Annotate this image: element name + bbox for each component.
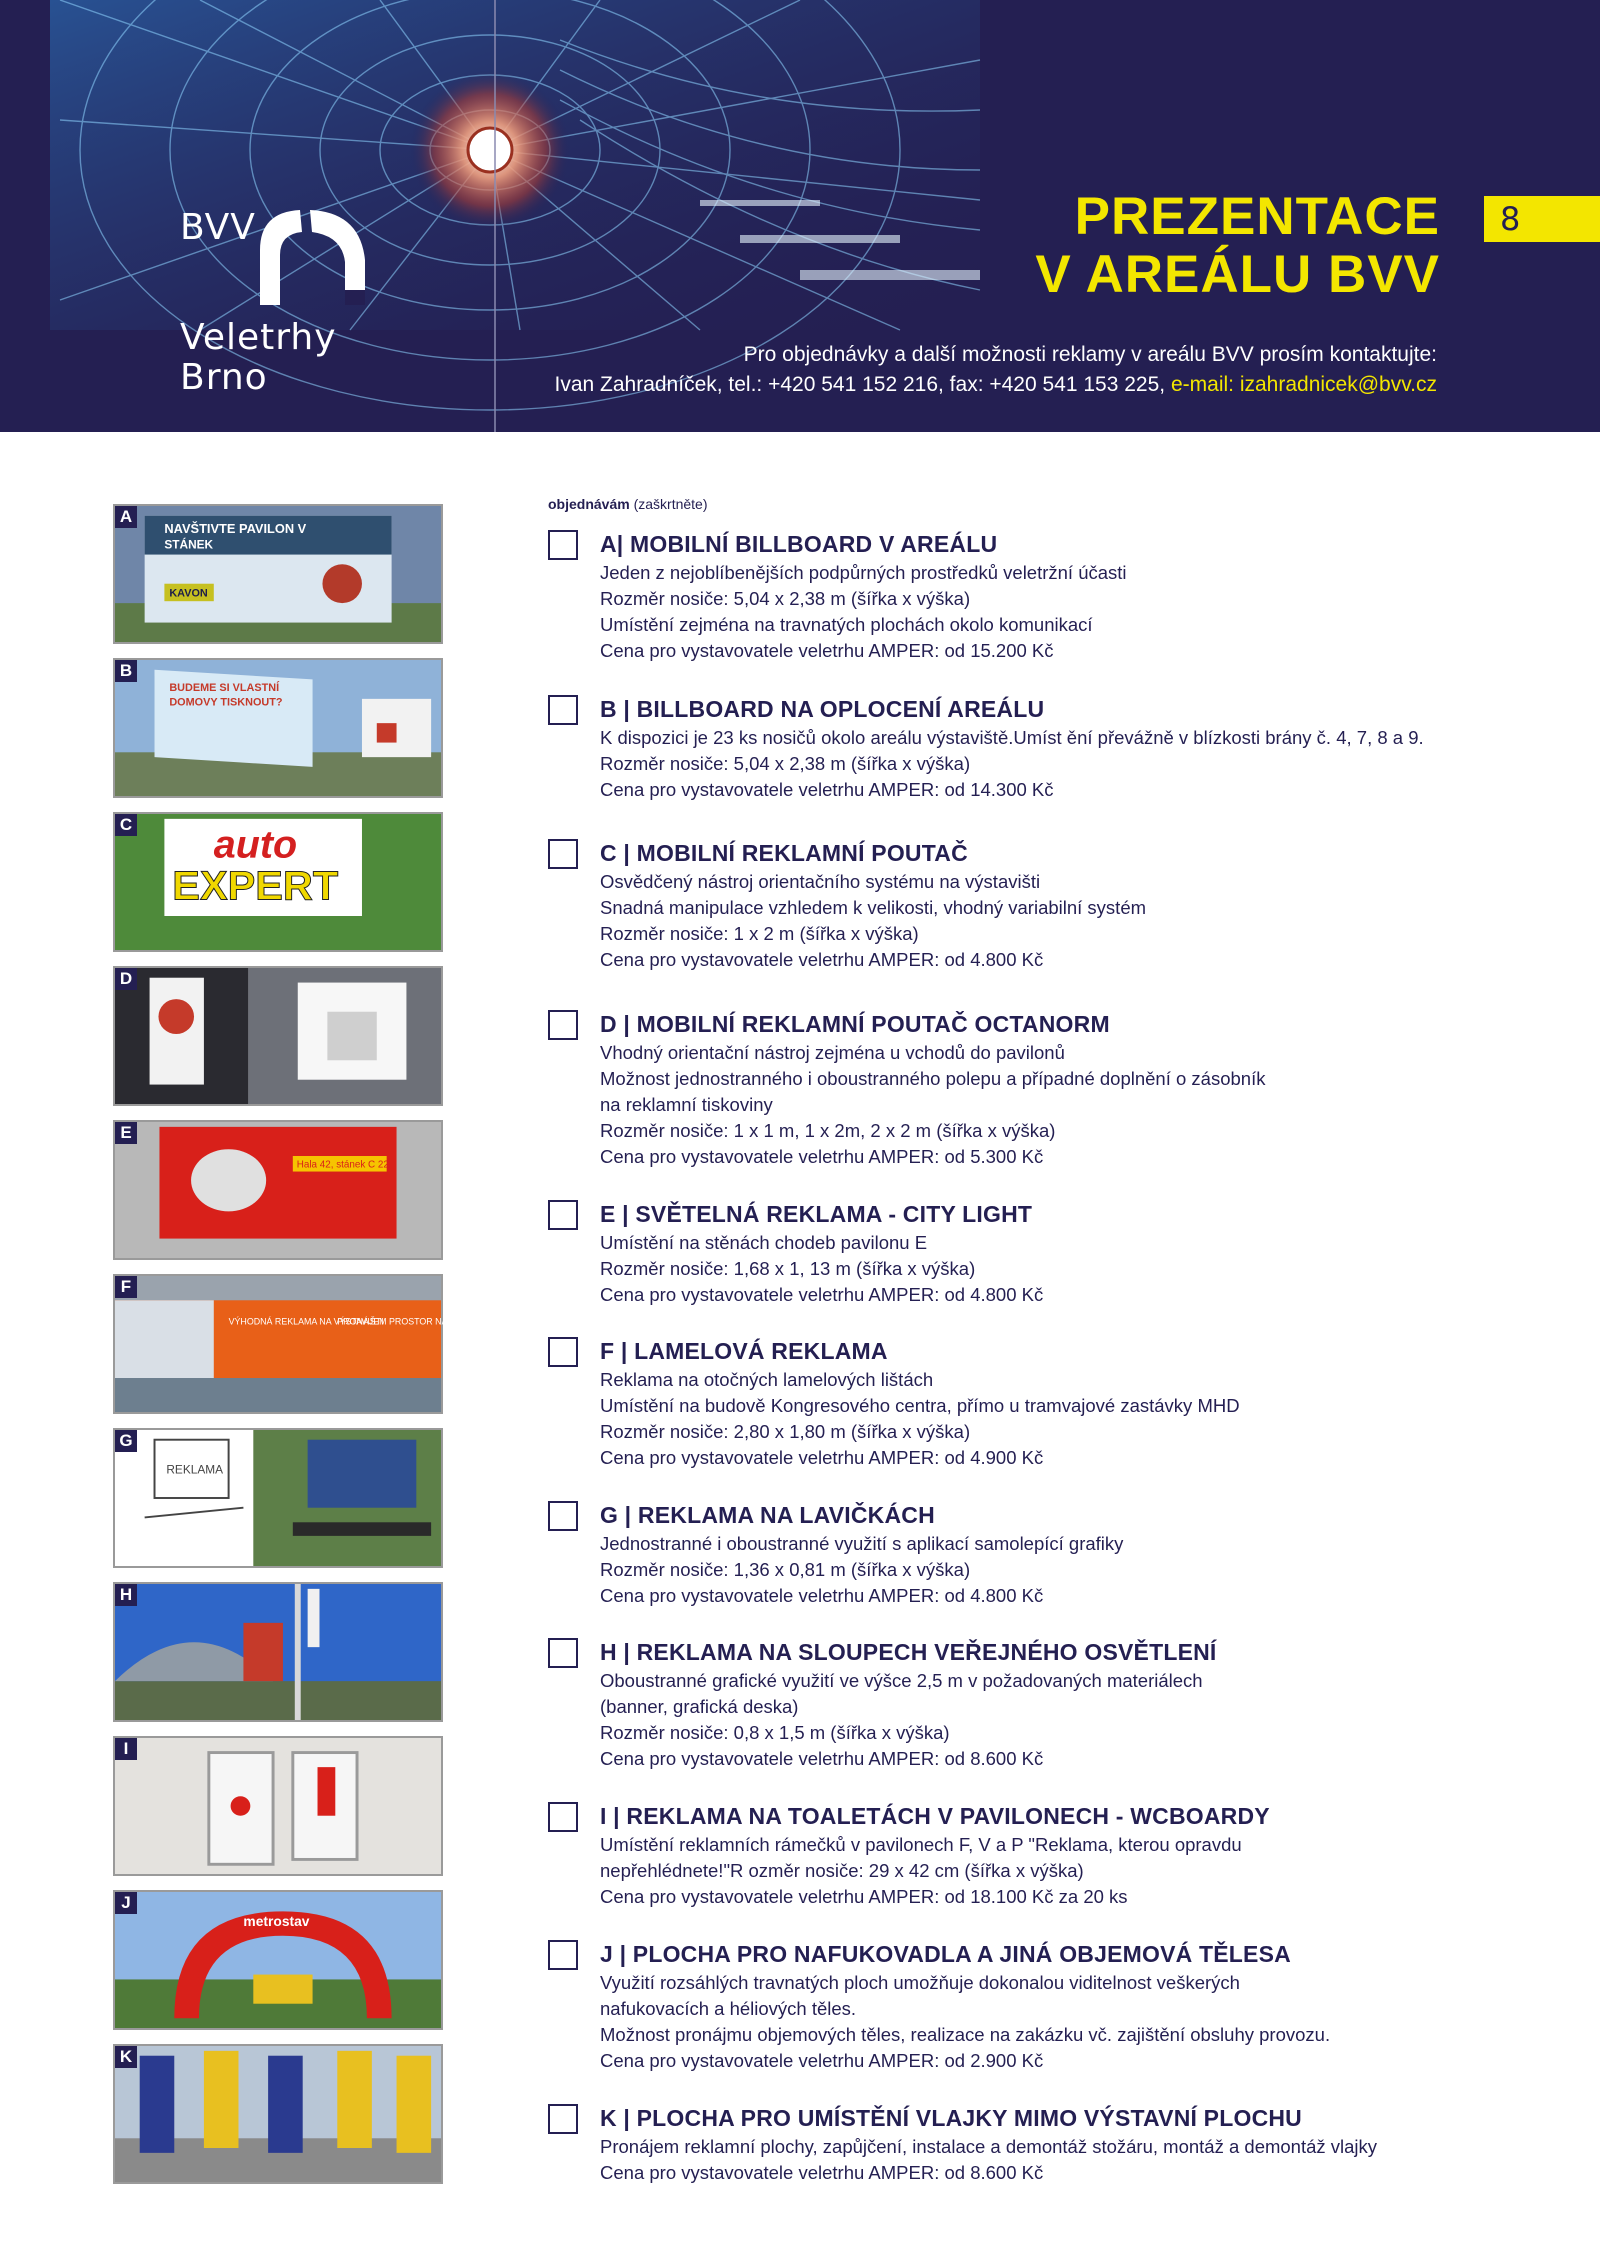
photo-label: A (115, 506, 137, 528)
order-hint-text: (zaškrtněte) (633, 496, 708, 512)
logo-brno-text: Brno (180, 357, 268, 398)
photo-a-sign-1: NAVŠTIVTE PAVILON V (164, 521, 307, 537)
fence-billboard-photo (115, 660, 441, 796)
item-c (548, 837, 1508, 973)
item-line: Cena pro vystavovatele veletrhu AMPER: od 4.900 Kč (600, 1447, 1044, 1468)
photo-c-sign-1: auto (213, 824, 298, 867)
photo-j (113, 1890, 443, 2030)
item-line: Cena pro vystavovatele veletrhu AMPER: od 8.600 Kč (600, 1748, 1044, 1769)
item-line: (banner, grafická deska) (600, 1696, 799, 1717)
item-line: Rozměr nosiče: 0,8 x 1,5 m (šířka x výška) (600, 1722, 950, 1743)
photo-f (113, 1274, 500, 1414)
bench-photo (115, 1430, 441, 1566)
order-checkbox-e[interactable] (548, 1200, 578, 1230)
item-line: Umístění reklamních rámečků v pavilonech F, V a P "Reklama, kterou opravdu (600, 1834, 1242, 1855)
photo-label: I (115, 1738, 137, 1760)
order-checkbox-h[interactable] (548, 1638, 578, 1668)
item-body (600, 1198, 1508, 1308)
contact-email-link[interactable]: e-mail: izahradnicek@bvv.cz (1170, 373, 1437, 396)
order-label: objednávám (548, 496, 630, 512)
item-line: Cena pro vystavovatele veletrhu AMPER: od 2.900 Kč (600, 2050, 1044, 2071)
inflatable-photo (115, 1892, 441, 2028)
item-line: Cena pro vystavovatele veletrhu AMPER: od 14.300 Kč (600, 779, 1054, 800)
photo-k (113, 2044, 443, 2184)
item-line: Možnost jednostranného i oboustranného polepu a případné doplnění o zásobník (600, 1068, 1266, 1089)
item-body (600, 837, 1508, 973)
item-body (600, 1636, 1508, 1772)
item-body (600, 528, 1508, 664)
item-line: Umístění na stěnách chodeb pavilonu E (600, 1232, 928, 1253)
photo-j-sign-1: metrostav (243, 1914, 310, 1929)
item-line: nepřehlédnete!"R ozměr nosiče: 29 x 42 cm (šířka x výška) (600, 1860, 1084, 1881)
photo-label: C (115, 814, 137, 836)
item-line: Pronájem reklamní plochy, zapůjčení, instalace a demontáž stožáru, montáž a demontáž vlajky (600, 2136, 1378, 2157)
item-line: Umístění na budově Kongresového centra, přímo u tramvajové zastávky MHD (600, 1395, 1240, 1416)
photo-e (113, 1120, 443, 1260)
item-f (548, 1335, 1508, 1471)
item-line: Rozměr nosiče: 5,04 x 2,38 m (šířka x výška) (600, 588, 971, 609)
billboard-photo (115, 506, 441, 642)
page-title-line1: PREZENTACE (1074, 187, 1440, 246)
order-hint (548, 496, 708, 512)
item-line: Cena pro vystavovatele veletrhu AMPER: od 4.800 Kč (600, 949, 1044, 970)
item-line: Osvědčený nástroj orientačního systému na výstavišti (600, 871, 1041, 892)
item-title: E | SVĚTELNÁ REKLAMA - CITY LIGHT (600, 1201, 1033, 1227)
item-line: Cena pro vystavovatele veletrhu AMPER: od 15.200 Kč (600, 640, 1054, 661)
toilet-board-photo (115, 1738, 441, 1874)
photo-a-sign-2: STÁNEK (164, 538, 214, 552)
item-line: Umístění zejména na travnatých plochách okolo komunikací (600, 614, 1093, 635)
page-title-line2: V AREÁLU BVV (1035, 245, 1440, 304)
item-line: Rozměr nosiče: 1,68 x 1, 13 m (šířka x výška) (600, 1258, 976, 1279)
item-line: K dispozici je 23 ks nosičů okolo areálu výstaviště.Umíst ění převážně v blízkosti brány č. 4, 7, 8 a 9. (600, 727, 1424, 748)
photo-e-sign-1: Hala 42, stánek C 22 (296, 1159, 389, 1171)
lamp-post-photo (115, 1584, 441, 1720)
item-k (548, 2102, 1508, 2186)
item-title: C | MOBILNÍ REKLAMNÍ POUTAČ (600, 840, 968, 866)
item-title: J | PLOCHA PRO NAFUKOVADLA A JINÁ OBJEMOVÁ TĚLESA (600, 1941, 1291, 1967)
item-line: Cena pro vystavovatele veletrhu AMPER: od 18.100 Kč za 20 ks (600, 1886, 1128, 1907)
photo-h (113, 1582, 443, 1722)
item-line: nafukovacích a héliových těles. (600, 1998, 857, 2019)
item-body (600, 1499, 1508, 1609)
order-checkbox-b[interactable] (548, 695, 578, 725)
item-line: Rozměr nosiče: 1,36 x 0,81 m (šířka x výška) (600, 1559, 971, 1580)
item-body (600, 1800, 1508, 1910)
item-body (600, 1938, 1508, 2074)
order-checkbox-g[interactable] (548, 1501, 578, 1531)
lamel-photo (115, 1276, 500, 1412)
photo-f-sign-2: PRONÁJEM PROSTOR NA VÝSTAVIŠTI (337, 1316, 500, 1327)
city-light-photo (115, 1122, 441, 1258)
item-line: Oboustranné grafické využití ve výšce 2,5 m v požadovaných materiálech (600, 1670, 1203, 1691)
item-line: Cena pro vystavovatele veletrhu AMPER: od 8.600 Kč (600, 2162, 1044, 2183)
item-line: Využití rozsáhlých travnatých ploch umožňuje dokonalou viditelnost veškerých (600, 1972, 1240, 1993)
item-line: Rozměr nosiče: 5,04 x 2,38 m (šířka x výška) (600, 753, 971, 774)
item-d (548, 1008, 1508, 1170)
photo-a-sign-3: KAVON (169, 587, 208, 600)
logo-veletrhy-brno (180, 318, 337, 398)
photo-label: F (115, 1276, 137, 1298)
contact-details: Ivan Zahradníček, tel.: +420 541 152 216, fax: +420 541 153 225, (554, 373, 1166, 396)
item-line: Rozměr nosiče: 2,80 x 1,80 m (šířka x výška) (600, 1421, 971, 1442)
item-line: Cena pro vystavovatele veletrhu AMPER: od 4.800 Kč (600, 1585, 1044, 1606)
octanorm-sign-photo (115, 968, 441, 1104)
photo-label: J (115, 1892, 137, 1914)
photo-f-sign-1: VÝHODNÁ REKLAMA NA VÝSTAVIŠTI (228, 1316, 384, 1327)
item-line: Snadná manipulace vzhledem k velikosti, vhodný variabilní systém (600, 897, 1147, 918)
item-line: Rozměr nosiče: 1 x 1 m, 1 x 2m, 2 x 2 m (šířka x výška) (600, 1120, 1056, 1141)
logo-veletrhy-text: Veletrhy (180, 317, 337, 358)
page-title (1035, 188, 1440, 304)
order-checkbox-k[interactable] (548, 2104, 578, 2134)
order-checkbox-a[interactable] (548, 530, 578, 560)
item-i (548, 1800, 1508, 1910)
item-title: G | REKLAMA NA LAVIČKÁCH (600, 1502, 935, 1528)
item-line: Jeden z nejoblíbenějších podpůrných prostředků veletržní účasti (600, 562, 1127, 583)
photo-i (113, 1736, 443, 1876)
item-title: B | BILLBOARD NA OPLOCENÍ AREÁLU (600, 696, 1045, 722)
item-body (600, 2102, 1508, 2186)
photo-g (113, 1428, 443, 1568)
item-a (548, 528, 1508, 664)
photo-b-sign-2: DOMOVY TISKNOUT? (169, 696, 283, 709)
photo-b (113, 658, 443, 798)
contact-line1: Pro objednávky a další možnosti reklamy v areálu BVV prosím kontaktujte: (743, 343, 1437, 366)
item-line: na reklamní tiskoviny (600, 1094, 773, 1115)
item-j (548, 1938, 1508, 2074)
photo-label: B (115, 660, 137, 682)
item-title: K | PLOCHA PRO UMÍSTĚNÍ VLAJKY MIMO VÝSTAVNÍ PLOCHU (600, 2105, 1302, 2131)
item-line: Cena pro vystavovatele veletrhu AMPER: od 4.800 Kč (600, 1284, 1044, 1305)
photo-d (113, 966, 443, 1106)
photo-label: G (115, 1430, 137, 1452)
flags-photo (115, 2046, 441, 2182)
contact-line2 (554, 370, 1437, 400)
item-title: F | LAMELOVÁ REKLAMA (600, 1338, 888, 1364)
contact-info (554, 340, 1437, 400)
order-checkbox-i[interactable] (548, 1802, 578, 1832)
order-checkbox-c[interactable] (548, 839, 578, 869)
photo-g-sign-1: REKLAMA (166, 1463, 224, 1477)
photo-label: H (115, 1584, 137, 1606)
photo-c (113, 812, 443, 952)
photo-label: K (115, 2046, 137, 2068)
item-g (548, 1499, 1508, 1609)
item-line: Jednostranné i oboustranné využití s aplikací samolepící grafiky (600, 1533, 1124, 1554)
photo-a (113, 504, 443, 644)
page-number-badge: 8 (1484, 196, 1600, 242)
photo-label: E (115, 1122, 137, 1144)
item-line: Vhodný orientační nástroj zejména u vchodů do pavilonů (600, 1042, 1065, 1063)
item-body (600, 1335, 1508, 1471)
item-line: Rozměr nosiče: 1 x 2 m (šířka x výška) (600, 923, 919, 944)
order-checkbox-j[interactable] (548, 1940, 578, 1970)
order-checkbox-d[interactable] (548, 1010, 578, 1040)
page-header (0, 0, 1600, 432)
photo-label: D (115, 968, 137, 990)
item-body (600, 693, 1508, 803)
logo-bvv-text: BVV (180, 207, 256, 248)
item-line: Možnost pronájmu objemových těles, realizace na zakázku vč. zajištění obsluhy provozu. (600, 2024, 1331, 2045)
item-title: I | REKLAMA NA TOALETÁCH V PAVILONECH - WCBOARDY (600, 1803, 1270, 1829)
item-e (548, 1198, 1508, 1308)
photo-c-sign-2: EXPERT (172, 862, 339, 909)
item-title: D | MOBILNÍ REKLAMNÍ POUTAČ OCTANORM (600, 1011, 1110, 1037)
sign-photo (115, 814, 441, 950)
order-checkbox-f[interactable] (548, 1337, 578, 1367)
photo-b-sign-1: BUDEME SI VLASTNÍ (169, 682, 280, 695)
item-b (548, 693, 1508, 803)
item-line: Cena pro vystavovatele veletrhu AMPER: od 5.300 Kč (600, 1146, 1044, 1167)
item-title: A| MOBILNÍ BILLBOARD V AREÁLU (600, 531, 998, 557)
item-h (548, 1636, 1508, 1772)
item-title: H | REKLAMA NA SLOUPECH VEŘEJNÉHO OSVĚTLENÍ (600, 1639, 1217, 1665)
item-body (600, 1008, 1508, 1170)
item-line: Reklama na otočných lamelových lištách (600, 1369, 934, 1390)
